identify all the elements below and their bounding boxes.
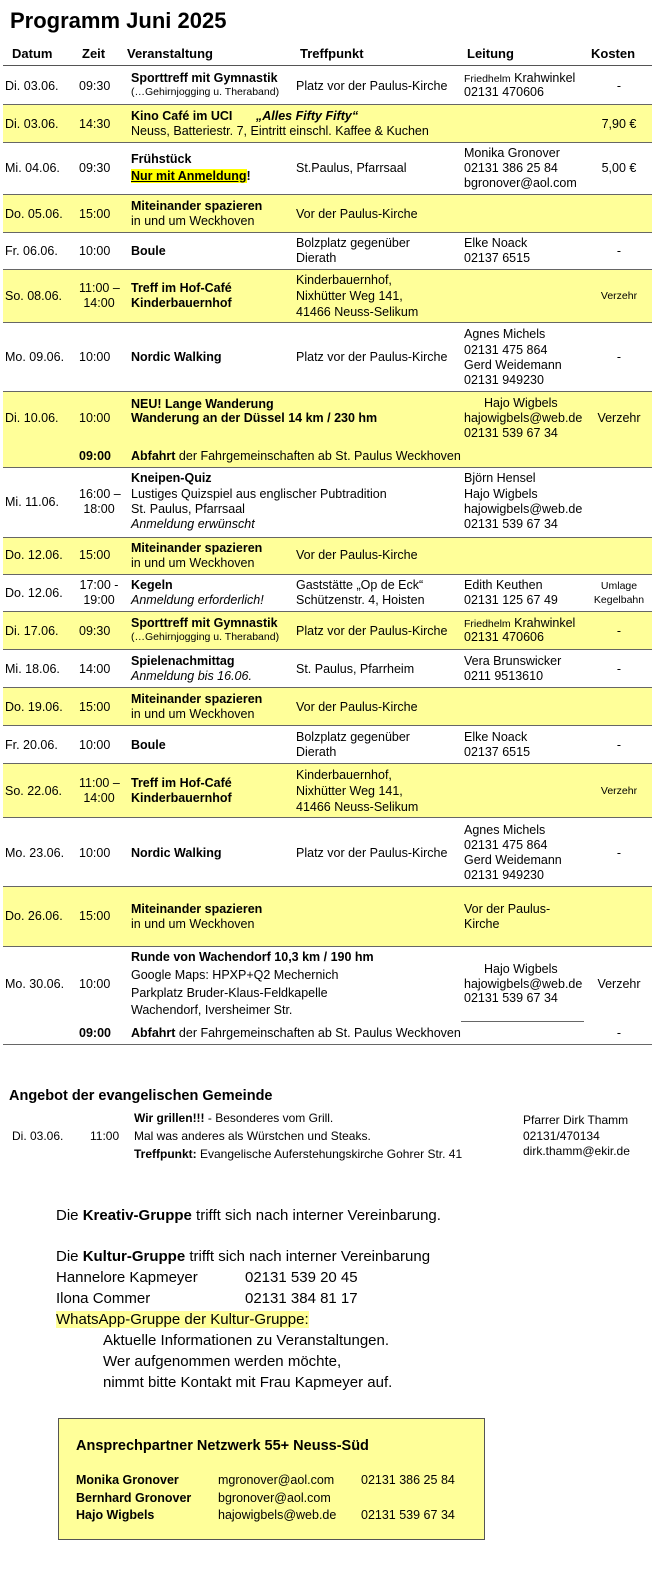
evangelic-date: Di. 03.06.: [12, 1129, 64, 1143]
table-row: Di. 03.06. 09:30 Sporttreff mit Gymnastik (…Gehirnjogging u. Theraband) Platz vor der Paulus-Kirche Friedhelm Krahwinkel 02131 470606 -: [3, 67, 652, 105]
kultur-person-phone: 02131 539 20 45: [245, 1269, 358, 1286]
table-row: Mo. 30.06. 10:00 Runde von Wachendorf 10,3 km / 190 hm Google Maps: HPXP+Q2 Mechernich Parkplatz Bruder-Klaus-Feldkapelle Wachendorf, Iversheimer Str. Hajo Wigbels hajowigbels@web.de 02131 539 67 34 Verzehr 09:00 Abfahrt der Fahrgemeinschaften ab St. Paulus Weckhoven -: [3, 947, 652, 1045]
contact-name: Hajo Wigbels: [76, 1508, 155, 1522]
table-row: Di. 17.06. 09:30 Sporttreff mit Gymnastik (…Gehirnjogging u. Theraband) Platz vor der Paulus-Kirche Friedhelm Krahwinkel 02131 470606 -: [3, 612, 652, 650]
contact-name: Bernhard Gronover: [76, 1491, 192, 1505]
header-cost: Kosten: [591, 46, 636, 61]
table-row: Do. 12.06. 15:00 Miteinander spazieren in und um Weckhoven Vor der Paulus-Kirche: [3, 538, 652, 575]
kultur-person-name: Ilona Commer: [56, 1290, 151, 1307]
kultur-info: Aktuelle Informationen zu Veranstaltungen.: [103, 1332, 390, 1349]
header-place: Treffpunkt: [300, 46, 364, 61]
table-row: Mo. 23.06. 10:00 Nordic Walking Platz vor der Paulus-Kirche Agnes Michels 02131 475 864 Gerd Weidemann 02131 949230 -: [3, 818, 652, 887]
contact-phone: 02131 386 25 84: [361, 1473, 455, 1487]
kultur-info: nimmt bitte Kontakt mit Frau Kapmeyer auf.: [103, 1374, 393, 1391]
contact-email: hajowigbels@web.de: [218, 1508, 337, 1522]
table-row: So. 22.06. 11:00 – 14:00 Treff im Hof-Café Kinderbauernhof Kinderbauernhof, Nixhütter Weg 141, 41466 Neuss-Selikum Verzehr: [3, 764, 652, 818]
kultur-info: Wer aufgenommen werden möchte,: [103, 1353, 342, 1370]
page-title: Programm Juni 2025: [10, 8, 227, 33]
pastor-name: Pfarrer Dirk Thamm: [523, 1113, 629, 1127]
header-time: Zeit: [82, 46, 106, 61]
table-row: Do. 26.06. 15:00 Miteinander spazieren in und um Weckhoven Vor der Paulus- Kirche: [3, 887, 652, 947]
evangelic-heading: Angebot der evangelischen Gemeinde: [9, 1088, 273, 1104]
table-row: So. 08.06. 11:00 – 14:00 Treff im Hof-Café Kinderbauernhof Kinderbauernhof, Nixhütter Weg 141, 41466 Neuss-Selikum Verzehr: [3, 270, 652, 323]
table-row: Do. 12.06. 17:00 - 19:00 Kegeln Anmeldung erforderlich! Gaststätte „Op de Eck“ Schützenstr. 4, Hoisten Edith Keuthen 02131 125 67 49 Umlage Kegelbahn: [3, 575, 652, 612]
kultur-person-phone: 02131 384 81 17: [245, 1290, 358, 1307]
table-row: Mi. 04.06. 09:30 Frühstück Nur mit Anmeldung! St.Paulus, Pfarrsaal Monika Gronover 02131 386 25 84 bgronover@aol.com 5,00 €: [3, 143, 652, 195]
contact-phone: 02131 539 67 34: [361, 1508, 455, 1522]
header-event: Veranstaltung: [127, 46, 213, 61]
header-lead: Leitung: [467, 46, 514, 61]
contact-email: mgronover@aol.com: [218, 1473, 335, 1487]
table-row: Di. 10.06. 10:00 NEU! Lange Wanderung Wanderung an der Düssel 14 km / 230 hm Hajo Wigbels hajowigbels@web.de 02131 539 67 34 Verzehr 09:00 Abfahrt der Fahrgemeinschaften ab St. Paulus Weckhoven: [3, 392, 652, 468]
contact-heading: Ansprechpartner Netzwerk 55+ Neuss-Süd: [76, 1438, 369, 1454]
evangelic-line2: Mal was anderes als Würstchen und Steaks.: [134, 1129, 371, 1143]
evangelic-time: 11:00: [90, 1129, 120, 1143]
whatsapp-label: WhatsApp-Gruppe der Kultur-Gruppe:: [56, 1311, 309, 1328]
table-row: Fr. 06.06. 10:00 Boule Bolzplatz gegenüber Dierath Elke Noack 02137 6515 -: [3, 233, 652, 270]
kreativ-note: Die Kreativ-Gruppe trifft sich nach interner Vereinbarung.: [56, 1207, 441, 1224]
header-divider: [3, 65, 652, 66]
kultur-person-name: Hannelore Kapmeyer: [56, 1269, 198, 1286]
table-row: Mi. 11.06. 16:00 – 18:00 Kneipen-Quiz Lustiges Quizspiel aus englischer Pubtradition St. Paulus, Pfarrsaal Anmeldung erwünscht Björn Hensel Hajo Wigbels hajowigbels@web.de 02131 539 67 34: [3, 468, 652, 538]
table-row: Di. 03.06. 14:30 Kino Café im UCI „Alles Fifty Fifty“ Neuss, Batteriestr. 7, Eintritt einschl. Kaffee & Kuchen 7,90 €: [3, 105, 652, 143]
divider: [461, 1021, 584, 1022]
contact-email: bgronover@aol.com: [218, 1491, 331, 1505]
table-row: Fr. 20.06. 10:00 Boule Bolzplatz gegenüber Dierath Elke Noack 02137 6515 -: [3, 726, 652, 764]
registration-required-badge: Nur mit Anmeldung: [131, 169, 247, 183]
contact-name: Monika Gronover: [76, 1473, 179, 1487]
pastor-phone: 02131/470134: [523, 1129, 600, 1143]
pastor-email: dirk.thamm@ekir.de: [523, 1144, 630, 1158]
header-date: Datum: [12, 46, 53, 61]
table-row: Do. 19.06. 15:00 Miteinander spazieren in und um Weckhoven Vor der Paulus-Kirche: [3, 688, 652, 726]
table-row: Mi. 18.06. 14:00 Spielenachmittag Anmeldung bis 16.06. St. Paulus, Pfarrheim Vera Brunswicker 0211 9513610 -: [3, 650, 652, 688]
table-row: Do. 05.06. 15:00 Miteinander spazieren in und um Weckhoven Vor der Paulus-Kirche: [3, 195, 652, 233]
contact-box: [58, 1418, 485, 1540]
kultur-note: Die Kultur-Gruppe trifft sich nach interner Vereinbarung: [56, 1248, 431, 1265]
table-row: Mo. 09.06. 10:00 Nordic Walking Platz vor der Paulus-Kirche Agnes Michels 02131 475 864 Gerd Weidemann 02131 949230 -: [3, 323, 652, 392]
